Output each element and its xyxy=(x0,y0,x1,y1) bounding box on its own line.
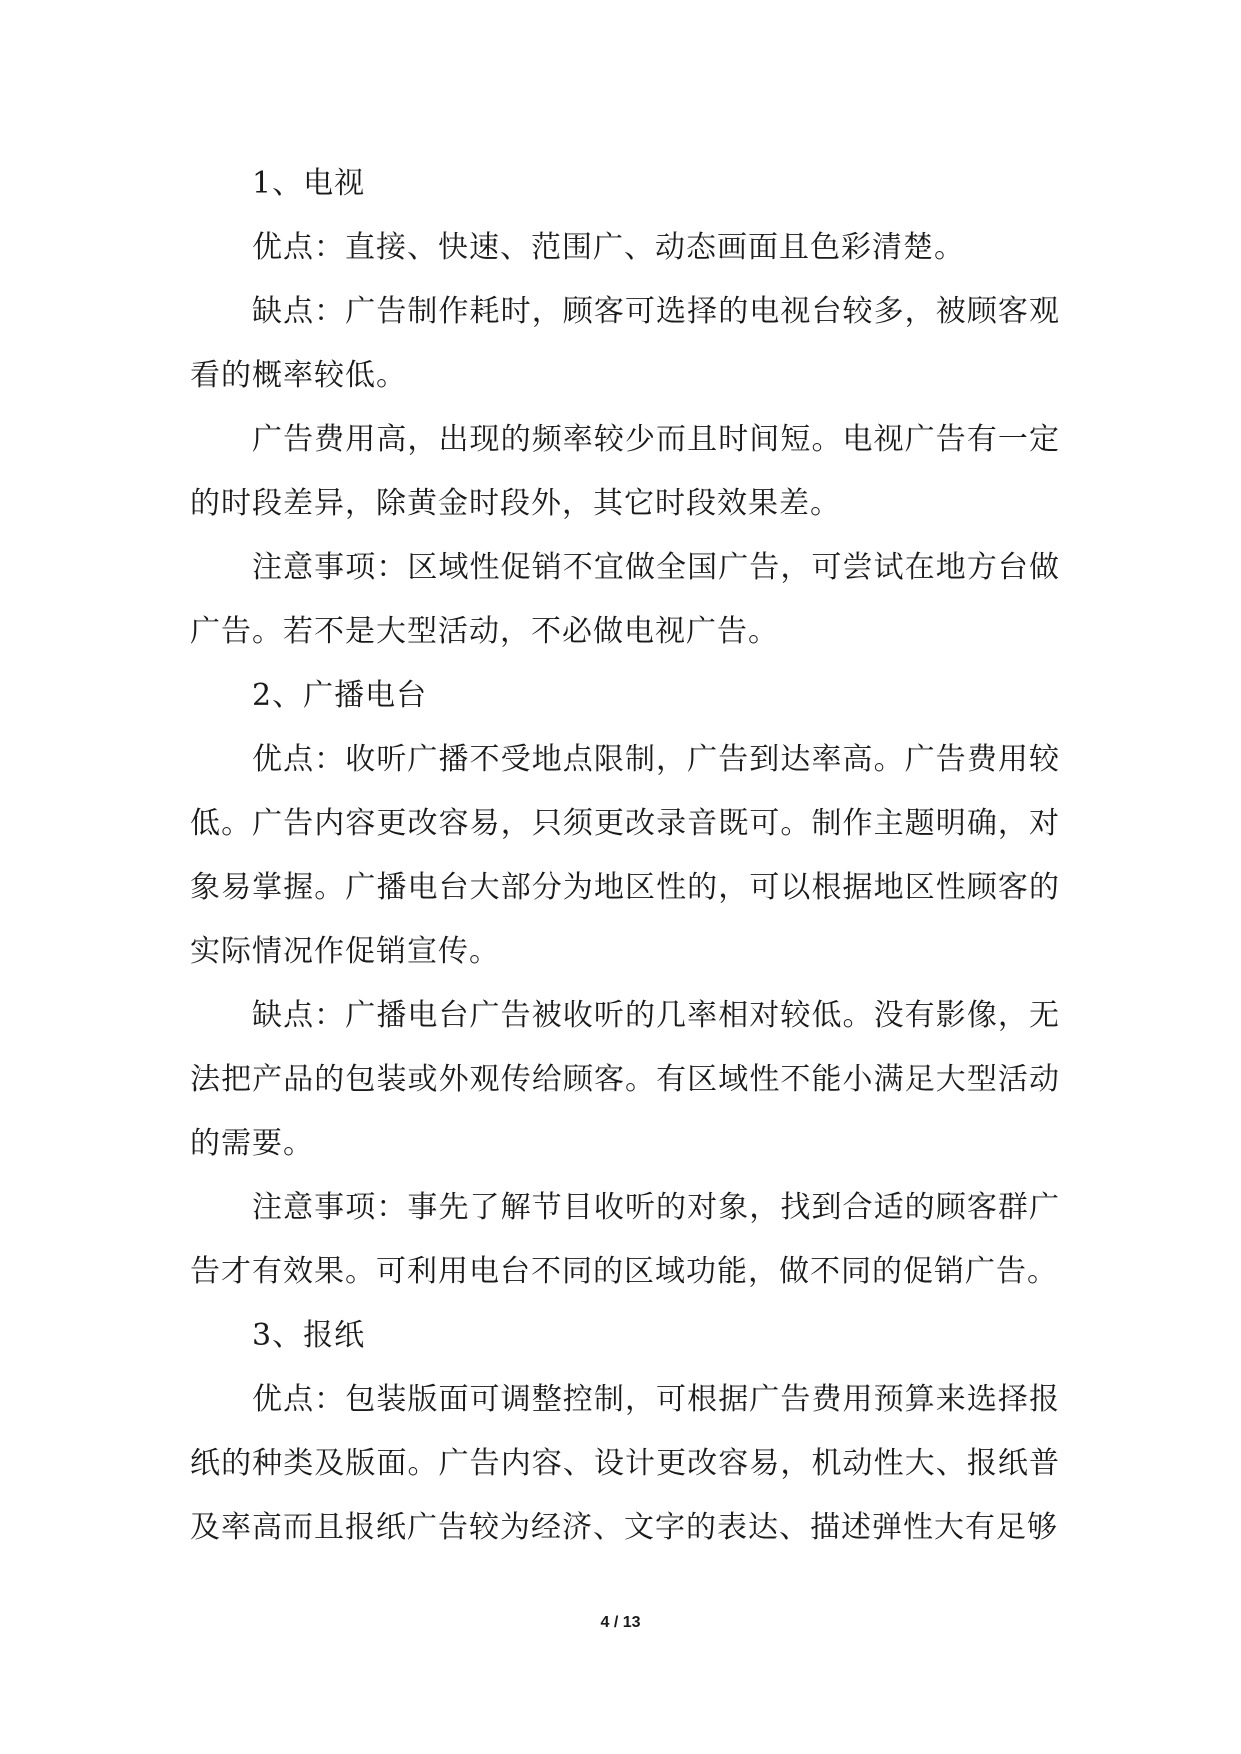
paragraph: 优点：包装版面可调整控制，可根据广告费用预算来选择报纸的种类及版面。广告内容、设计更改容易，机动性大、报纸普及率高而且报纸广告较为经济、文字的表达、描述弹性大有足够 xyxy=(190,1382,1060,1545)
paragraph: 缺点：广告制作耗时，顾客可选择的电视台较多，被顾客观看的概率较低。 xyxy=(190,294,1060,393)
paragraph: 注意事项：事先了解节目收听的对象，找到合适的顾客群广告才有效果。可利用电台不同的区域功能，做不同的促销广告。 xyxy=(190,1190,1060,1289)
paragraph: 优点：收听广播不受地点限制，广告到达率高。广告费用较低。广告内容更改容易，只须更改录音既可。制作主题明确，对象易掌握。广播电台大部分为地区性的，可以根据地区性顾客的实际情况作促销宣传。 xyxy=(190,742,1060,969)
section-heading-radio: 2、广播电台 xyxy=(252,678,428,713)
paragraph: 注意事项：区域性促销不宜做全国广告，可尝试在地方台做广告。若不是大型活动，不必做电视广告。 xyxy=(190,550,1060,649)
paragraph: 优点：直接、快速、范围广、动态画面且色彩清楚。 xyxy=(252,230,965,265)
page-number: 4 / 13 xyxy=(600,1614,641,1631)
paragraph: 广告费用高，出现的频率较少而且时间短。电视广告有一定的时段差异，除黄金时段外，其它时段效果差。 xyxy=(190,422,1060,521)
paragraph: 缺点：广播电台广告被收听的几率相对较低。没有影像，无法把产品的包装或外观传给顾客。有区域性不能小满足大型活动的需要。 xyxy=(190,998,1060,1161)
section-heading-newspaper: 3、报纸 xyxy=(252,1318,366,1353)
page-body xyxy=(190,152,1060,1560)
section-heading-tv: 1、电视 xyxy=(252,166,366,201)
